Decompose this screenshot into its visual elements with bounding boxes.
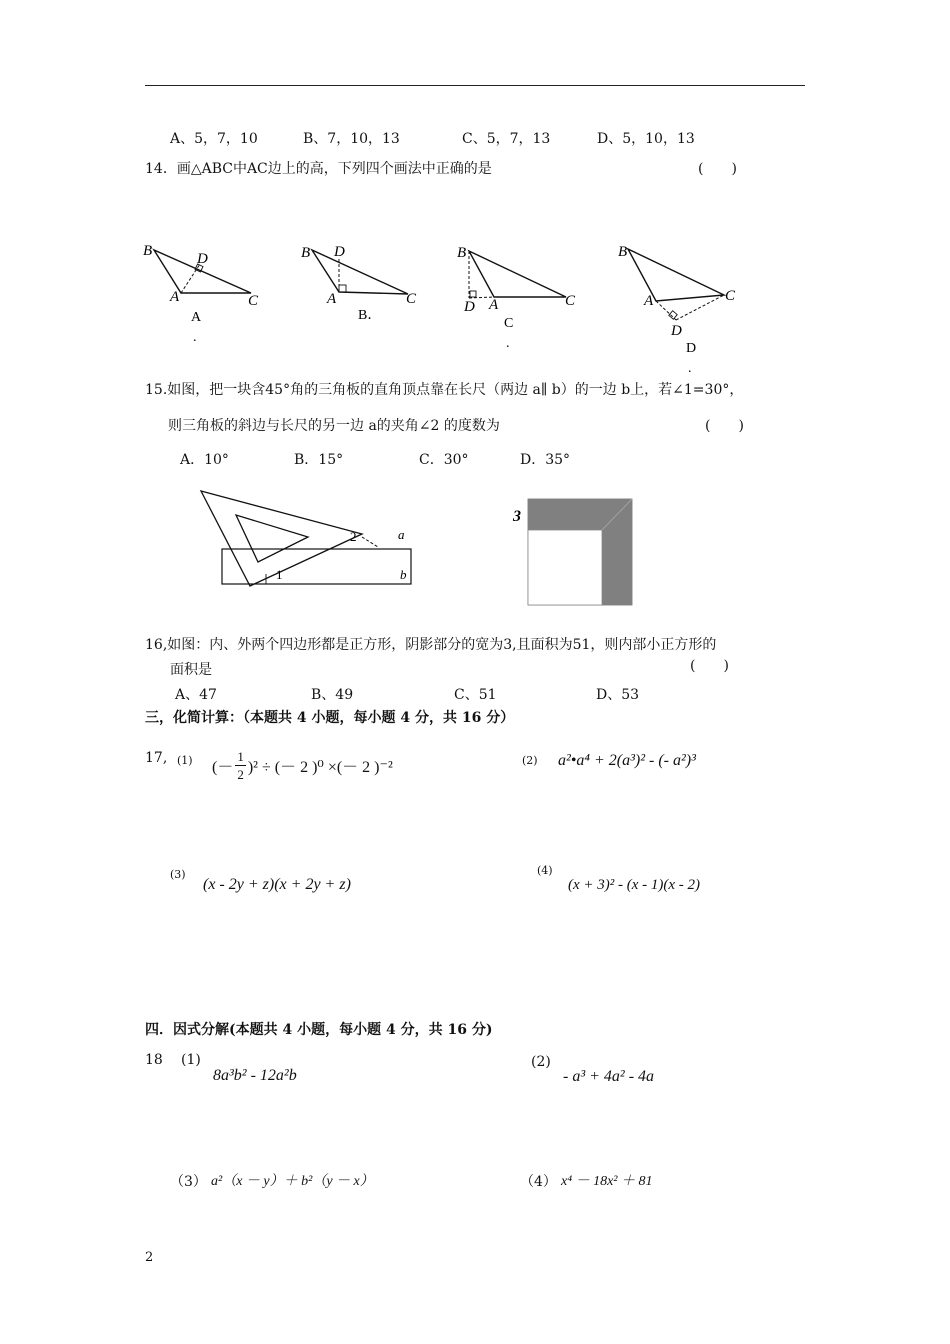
q14d-label-a: A bbox=[644, 293, 654, 309]
q17-expr2: a²•a⁴ + 2(a³)² - (- a²)³ bbox=[558, 752, 696, 769]
q16-figure bbox=[510, 495, 640, 610]
q17-expr1-numerator: 1 bbox=[237, 749, 244, 764]
q14d-label-d: D bbox=[671, 323, 682, 339]
q15-label-a: a bbox=[398, 527, 405, 542]
q14-figure-b bbox=[301, 244, 417, 323]
q14-text: 14．画△ABC中AC边上的高，下列四个画法中正确的是 bbox=[145, 161, 492, 177]
q14-answer-paren: ( ) bbox=[698, 161, 737, 177]
q17-expr1-open: (－ bbox=[212, 759, 234, 777]
q16-text-line1: 16,如图：内、外两个四边形都是正方形，阴影部分的宽为3,且面积为51，则内部小正方形的 bbox=[145, 637, 717, 653]
q17-part4-label: (4) bbox=[537, 864, 553, 877]
q14b-label-d: D bbox=[334, 244, 345, 260]
q16-figure-label: 3 bbox=[513, 508, 521, 525]
q17-expr1-denominator: 2 bbox=[237, 767, 244, 782]
q14b-label-b: B bbox=[301, 245, 311, 261]
q13-option-b: B、7，10，13 bbox=[303, 131, 400, 147]
q15-option-b: B．15° bbox=[294, 452, 344, 468]
q15-label-angle2: 2 bbox=[350, 529, 357, 544]
q18-expr3: a²（x － y）＋ b²（y － x） bbox=[211, 1174, 374, 1189]
q14-figure-d bbox=[618, 244, 736, 376]
q14c-caption-dot: . bbox=[506, 336, 510, 351]
q16-option-b: B、49 bbox=[311, 687, 354, 703]
q16-option-a: A、47 bbox=[175, 687, 217, 703]
q18-part2-label: (2) bbox=[531, 1054, 551, 1070]
q15-option-c: C．30° bbox=[419, 452, 469, 468]
q17-part2-label: (2) bbox=[522, 754, 538, 767]
q15-label-b: b bbox=[400, 567, 407, 582]
q13-option-d: D、5，10，13 bbox=[597, 131, 695, 147]
q15-text-line2: 则三角板的斜边与长尺的另一边 a的夹角∠2 的度数为 bbox=[168, 418, 500, 434]
q17-part1-label: (1) bbox=[177, 754, 193, 767]
q14a-label-b: B bbox=[143, 243, 153, 259]
q14-figure-a bbox=[143, 243, 259, 345]
q15-option-a: A．10° bbox=[180, 452, 229, 468]
q14c-label-a: A bbox=[489, 297, 499, 313]
q15-answer-paren: ( ) bbox=[705, 418, 744, 434]
q15-figure bbox=[190, 485, 430, 595]
q15-text-line1: 15.如图，把一块含45°角的三角板的直角顶点靠在长尺（两边 a∥ b）的一边 b上，若∠1=30°， bbox=[145, 382, 744, 398]
q14-figures bbox=[130, 235, 790, 385]
q14c-label-c: C bbox=[565, 293, 576, 309]
q14a-label-c: C bbox=[248, 293, 259, 309]
q14d-caption: D bbox=[686, 341, 697, 356]
q15-option-d: D．35° bbox=[520, 452, 571, 468]
q16-option-d: D、53 bbox=[596, 687, 640, 703]
q16-answer-paren: ( ) bbox=[690, 658, 729, 674]
q17-expr1 bbox=[212, 751, 393, 786]
q16-text-line2: 面积是 bbox=[170, 662, 212, 678]
q14c-caption: C bbox=[504, 316, 514, 331]
section-4-heading: 四．因式分解(本题共 4 小题，每小题 4 分，共 16 分) bbox=[145, 1022, 493, 1038]
q14d-caption-dot: . bbox=[688, 361, 692, 376]
q15-label-angle1: 1 bbox=[276, 567, 283, 582]
q17-part3-label: (3) bbox=[170, 868, 186, 881]
q14a-label-a: A bbox=[170, 289, 180, 305]
q17-number: 17, bbox=[145, 750, 168, 766]
q14c-label-b: B bbox=[457, 245, 467, 261]
section-3-heading: 三，化简计算：（本题共 4 小题，每小题 4 分，共 16 分） bbox=[145, 710, 515, 726]
q14b-label-a: A bbox=[327, 291, 337, 307]
q14-figure-c bbox=[457, 245, 576, 351]
q14b-caption: B． bbox=[358, 308, 382, 323]
q14c-label-d: D bbox=[464, 299, 475, 315]
q18-expr4: x⁴ － 18x² ＋ 81 bbox=[561, 1174, 653, 1189]
q16-option-c: C、51 bbox=[454, 687, 497, 703]
header-rule bbox=[145, 85, 805, 86]
q14b-label-c: C bbox=[406, 291, 417, 307]
q18-part4-label: （4） bbox=[520, 1174, 557, 1190]
q17-expr1-rest: )² ÷ (－ 2 )⁰ ×(－ 2 )⁻² bbox=[247, 759, 393, 777]
q18-part3-label: （3） bbox=[170, 1174, 207, 1190]
q14d-label-c: C bbox=[725, 288, 736, 304]
q18-expr2: - a³ + 4a² - 4a bbox=[563, 1068, 655, 1085]
q18-part1-label: (1) bbox=[181, 1052, 201, 1068]
q14d-label-b: B bbox=[618, 244, 628, 260]
page-number: 2 bbox=[145, 1250, 154, 1265]
q17-expr4: (x + 3)² - (x - 1)(x - 2) bbox=[568, 877, 701, 893]
q14a-caption: A bbox=[191, 310, 202, 325]
q14a-caption-dot: . bbox=[193, 330, 197, 345]
q13-option-a: A、5，7，10 bbox=[170, 131, 258, 147]
q13-option-c: C、5，7，13 bbox=[462, 131, 551, 147]
q18-expr1: 8a³b² - 12a²b bbox=[213, 1067, 297, 1084]
q14a-label-d: D bbox=[197, 251, 208, 267]
q18-number: 18 bbox=[145, 1052, 163, 1068]
q17-expr3: (x - 2y + z)(x + 2y + z) bbox=[203, 876, 351, 893]
